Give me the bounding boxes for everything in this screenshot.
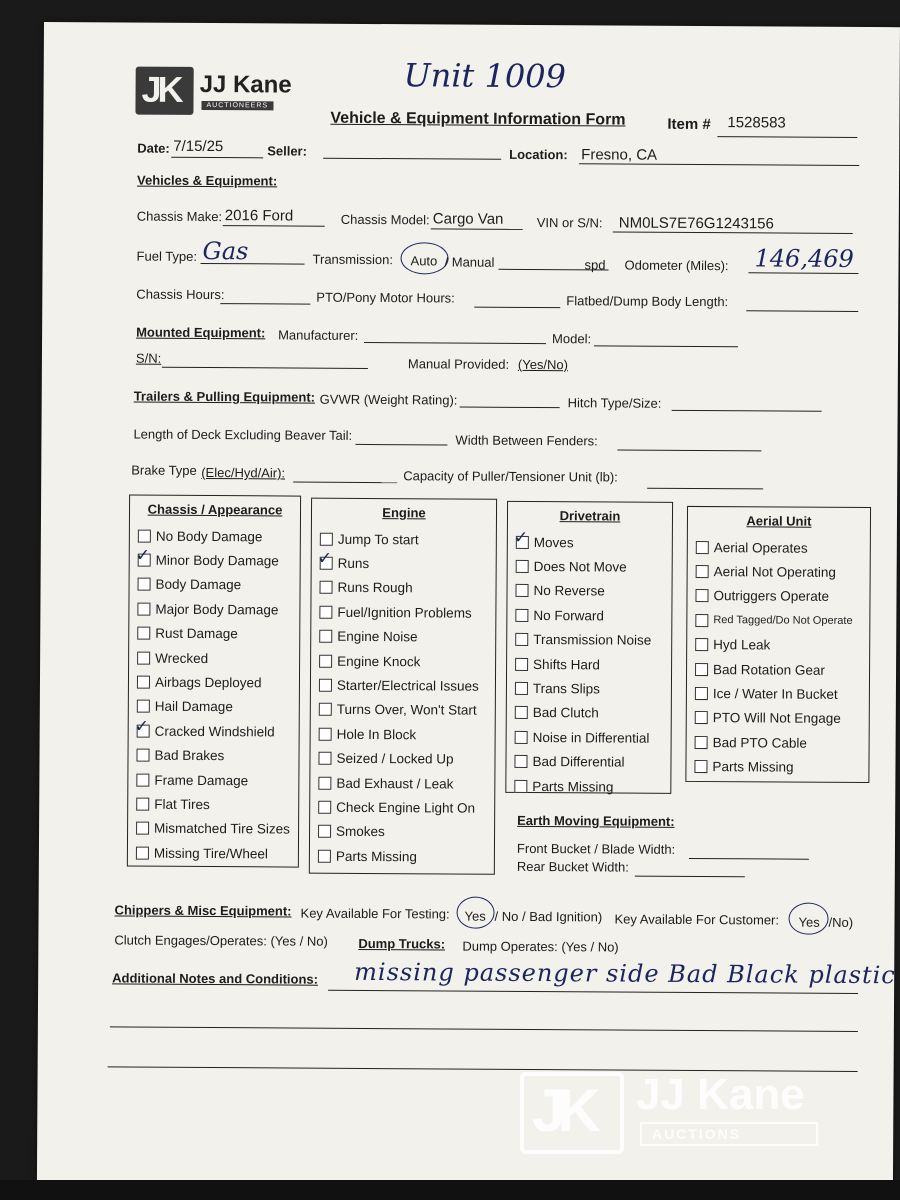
checklist-item[interactable]: No Forward (515, 603, 651, 628)
checklist-item[interactable]: Check Engine Light On (318, 795, 478, 820)
rear-bucket-label: Rear Bucket Width: (516, 858, 629, 875)
checkbox[interactable] (515, 658, 528, 671)
checkbox[interactable] (137, 676, 150, 689)
checkbox[interactable] (319, 703, 332, 716)
checkbox[interactable] (319, 606, 332, 619)
checklist-item[interactable]: Engine Knock (319, 649, 479, 674)
checklist-item[interactable]: ✓ Moves (513, 527, 574, 550)
chassis-appearance-section (127, 495, 301, 868)
fuel-label: Fuel Type: (136, 248, 198, 264)
form-title: Vehicle & Equipment Information Form (330, 109, 626, 129)
sn-line (162, 367, 368, 369)
checkbox[interactable] (695, 614, 708, 627)
checklist-item[interactable]: Bad Differential (514, 749, 650, 774)
watermark-logo-icon: JK (520, 1072, 624, 1154)
checklist-item[interactable]: Smokes (318, 819, 478, 844)
checklist-item[interactable]: Parts Missing (694, 755, 851, 780)
checklist-item[interactable]: Rust Damage (137, 621, 291, 646)
notes-text: missing passenger side Bad Black plastic (354, 957, 896, 990)
checkbox[interactable] (319, 679, 332, 692)
handwritten-unit: Unit 1009 (403, 56, 567, 96)
brand-name: JJ Kane (199, 70, 292, 99)
checkbox[interactable] (515, 633, 528, 646)
jj-kane-logo-icon: JK (135, 67, 193, 115)
checkbox[interactable] (320, 581, 333, 594)
pto-hours-label: PTO/Pony Motor Hours: (316, 289, 455, 306)
brake-types: (Elec/Hyd/Air): (201, 464, 286, 481)
checklist-item[interactable]: Seized / Locked Up (318, 746, 478, 771)
checkbox[interactable] (695, 663, 708, 676)
checkbox[interactable] (318, 849, 331, 862)
chassis-model-line (431, 228, 523, 230)
checklist-item[interactable]: Shifts Hard (515, 652, 651, 677)
deck-label: Length of Deck Excluding Beaver Tail: (133, 426, 353, 443)
yes-circle-mark (788, 903, 828, 935)
mounted-heading: Mounted Equipment: (136, 324, 266, 341)
flatbed-line (746, 310, 858, 312)
key-customer-yes: Yes (798, 914, 820, 930)
vin-line (613, 231, 853, 233)
trans-label: Transmission: (312, 251, 394, 268)
checkbox[interactable] (694, 760, 707, 773)
checkbox[interactable] (319, 728, 332, 741)
checkbox[interactable] (696, 565, 709, 578)
aerial-unit-title: Aerial Unit (746, 513, 812, 529)
drivetrain-title: Drivetrain (559, 508, 621, 524)
capacity-line (647, 488, 763, 490)
brand-sub: AUCTIONEERS (201, 101, 273, 110)
watermark-text: JJ Kane (636, 1070, 805, 1119)
checklist-item[interactable]: Starter/Electrical Issues (319, 673, 479, 698)
checkbox[interactable] (318, 776, 331, 789)
checkbox[interactable] (695, 687, 708, 700)
chassis-make-label: Chassis Make: (136, 208, 223, 225)
vehicles-heading: Vehicles & Equipment: (136, 172, 278, 189)
hitch-label: Hitch Type/Size: (567, 395, 662, 411)
checklist-item[interactable]: Flat Tires (136, 792, 290, 817)
pto-hours-line (474, 307, 560, 309)
gvwr-line (460, 407, 560, 409)
checklist-item[interactable]: Noise in Differential (515, 725, 651, 750)
checkbox[interactable] (318, 801, 331, 814)
fenders-label: Width Between Fenders: (455, 432, 598, 449)
key-testing-label: Key Available For Testing: (300, 905, 450, 922)
sn-label: S/N: (135, 350, 162, 366)
checklist-item[interactable]: Ice / Water In Bucket (695, 681, 852, 706)
checklist-item[interactable]: Airbags Deployed (137, 670, 291, 695)
checkbox[interactable] (319, 630, 332, 643)
mounted-model-label: Model: (552, 331, 592, 347)
checklist-item[interactable]: Trans Slips (515, 676, 651, 701)
location-value: Fresno, CA (581, 146, 658, 164)
engine-list (318, 527, 480, 869)
item-value: 1528583 (727, 114, 786, 132)
front-bucket-line (689, 858, 809, 860)
drivetrain-list (513, 527, 652, 799)
yes-circle-mark (456, 897, 494, 929)
vin-value: NM0LS7E76G1243156 (618, 214, 774, 233)
checkbox[interactable] (515, 706, 528, 719)
form-paper (37, 22, 900, 1189)
watermark-sub: AUCTIONS (640, 1122, 818, 1146)
date-line (171, 157, 263, 159)
checklist-item[interactable]: No Body Damage (138, 524, 292, 549)
checklist-item[interactable]: Fuel/Ignition Problems (319, 600, 479, 625)
notes-line-1 (328, 990, 858, 994)
checkbox[interactable] (516, 560, 529, 573)
checkbox[interactable] (695, 638, 708, 651)
checklist-item[interactable]: Bad Rotation Gear (695, 657, 852, 682)
checkbox[interactable] (318, 752, 331, 765)
checkbox[interactable] (514, 779, 527, 792)
key-customer-label: Key Available For Customer: (614, 911, 780, 928)
manual-provided-label: Manual Provided: (407, 356, 510, 372)
hitch-line (672, 410, 822, 412)
checkbox[interactable] (514, 755, 527, 768)
seller-label: Seller: (267, 143, 308, 159)
capacity-label: Capacity of Puller/Tensioner Unit (lb): (403, 468, 618, 485)
check-mark-icon: ✓ (135, 545, 151, 567)
checklist-item[interactable]: Runs Rough (319, 575, 479, 600)
fenders-line (617, 450, 761, 452)
manual-provided-yesno: (Yes/No) (517, 356, 569, 373)
checklist-item[interactable]: Parts Missing (318, 844, 478, 869)
checklist-item[interactable]: Turns Over, Won't Start (319, 697, 479, 722)
odometer-label: Odometer (Miles): (624, 257, 729, 274)
checkbox[interactable] (695, 711, 708, 724)
flatbed-label: Flatbed/Dump Body Length: (566, 293, 729, 310)
checkbox[interactable] (515, 609, 528, 622)
checklist-item[interactable]: Red Tagged/Do Not Operate (695, 608, 852, 633)
checklist-item[interactable]: Major Body Damage (137, 597, 291, 622)
checklist-item[interactable]: Body Damage (137, 572, 291, 597)
checklist-item[interactable]: ✓ Runs (317, 549, 370, 572)
odometer-value: 146,469 (754, 244, 854, 273)
odometer-line (748, 272, 858, 274)
chippers-heading: Chippers & Misc Equipment: (114, 902, 292, 919)
checklist-item[interactable]: Hail Damage (137, 694, 291, 719)
notes-heading: Additional Notes and Conditions: (112, 970, 319, 987)
checklist-item[interactable]: Bad Clutch (515, 701, 651, 726)
vin-label: VIN or S/N: (536, 215, 603, 231)
location-line (579, 163, 859, 166)
key-testing-yes: Yes (464, 908, 486, 924)
rear-bucket-line (635, 876, 745, 878)
check-mark-icon: ✓ (513, 527, 529, 548)
checkbox[interactable] (136, 749, 149, 762)
trans-manual: / Manual (444, 254, 495, 270)
checklist-item[interactable]: Hole In Block (319, 722, 479, 747)
checkbox[interactable] (515, 682, 528, 695)
checklist-item[interactable]: PTO Will Not Engage (695, 706, 852, 731)
bottom-edge (0, 1180, 900, 1200)
chassis-hours-label: Chassis Hours: (136, 286, 225, 303)
dump-heading: Dump Trucks: (358, 935, 446, 952)
auto-circle-mark (400, 242, 448, 274)
earth-heading: Earth Moving Equipment: (517, 812, 675, 829)
checklist-item[interactable]: Mismatched Tire Sizes (136, 816, 290, 841)
checklist-item[interactable]: ✓ Minor Body Damage (135, 545, 279, 569)
checklist-item[interactable]: Missing Tire/Wheel (136, 841, 290, 866)
engine-section (309, 498, 497, 875)
checkbox[interactable] (318, 825, 331, 838)
checklist-item[interactable]: Bad Exhaust / Leak (318, 771, 478, 796)
chassis-appearance-list (136, 524, 292, 866)
notes-line-2 (110, 1026, 858, 1032)
model-line (594, 345, 738, 347)
checklist-item[interactable]: Bad Brakes (136, 743, 290, 768)
item-label: Item # (667, 115, 711, 134)
checkbox[interactable] (696, 541, 709, 554)
gvwr-label: GVWR (Weight Rating): (319, 391, 458, 408)
checklist-item[interactable]: Aerial Not Operating (696, 559, 853, 584)
checkbox[interactable] (695, 589, 708, 602)
date-value: 7/15/25 (173, 137, 224, 156)
checkbox[interactable] (137, 602, 150, 615)
checklist-item[interactable]: Frame Damage (136, 767, 290, 792)
checklist-item[interactable]: Wrecked (137, 646, 291, 671)
checklist-item[interactable]: Transmission Noise (515, 627, 651, 652)
engine-title: Engine (382, 505, 426, 521)
checklist-item[interactable]: Hyd Leak (695, 633, 852, 658)
checkbox[interactable] (319, 654, 332, 667)
spd-label: spd (584, 257, 606, 273)
checkbox[interactable] (136, 798, 149, 811)
checkbox[interactable] (137, 651, 150, 664)
checkbox[interactable] (138, 578, 151, 591)
checklist-item[interactable]: Engine Noise (319, 624, 479, 649)
checkbox[interactable] (515, 584, 528, 597)
date-label: Date: (137, 140, 170, 156)
chassis-model-label: Chassis Model: (340, 211, 430, 228)
chassis-appearance-title: Chassis / Appearance (147, 501, 283, 518)
chassis-make-value: 2016 Ford (224, 207, 294, 225)
chassis-model-value: Cargo Van (432, 210, 504, 228)
drivetrain-section (505, 501, 673, 794)
checklist-item[interactable]: Parts Missing (514, 774, 650, 799)
chassis-make-line (223, 225, 325, 227)
checkbox[interactable] (136, 846, 149, 859)
location-label: Location: (509, 146, 568, 163)
key-testing-no: / No / Bad Ignition) (494, 908, 603, 925)
checklist-item[interactable]: Aerial Operates (696, 535, 853, 560)
checklist-item[interactable]: Bad PTO Cable (695, 730, 852, 755)
trailers-heading: Trailers & Pulling Equipment: (133, 388, 316, 405)
checklist-item[interactable]: Outriggers Operate (695, 584, 852, 609)
mounted-manufacturer-label: Manufacturer: (278, 327, 359, 343)
clutch-label: Clutch Engages/Operates: (Yes / No) (114, 932, 328, 949)
checkbox[interactable] (137, 700, 150, 713)
check-mark-icon: ✓ (317, 549, 333, 570)
front-bucket-label: Front Bucket / Blade Width: (516, 840, 676, 857)
checkbox[interactable] (136, 822, 149, 835)
brake-line (293, 482, 397, 484)
trans-auto: Auto (410, 253, 438, 269)
fuel-value: Gas (202, 236, 249, 266)
checklist-item[interactable]: ✓ Cracked Windshield (134, 716, 275, 740)
checkbox[interactable] (515, 731, 528, 744)
checklist-item[interactable]: No Reverse (515, 579, 651, 604)
checklist-item[interactable]: Does Not Move (516, 554, 652, 579)
chassis-hours-line (220, 303, 310, 305)
brake-label: Brake Type (131, 462, 197, 478)
checkbox[interactable] (695, 736, 708, 749)
item-line (717, 136, 857, 138)
dump-operates-label: Dump Operates: (Yes / No) (462, 938, 619, 955)
checkbox[interactable] (136, 773, 149, 786)
aerial-unit-list (694, 535, 853, 780)
checkbox[interactable] (138, 529, 151, 542)
checkbox[interactable] (320, 532, 333, 545)
manufacturer-line (364, 342, 546, 344)
deck-line (355, 444, 447, 446)
check-mark-icon: ✓ (134, 716, 150, 737)
checklist-item[interactable]: Jump To start (320, 527, 480, 552)
aerial-unit-section (685, 506, 871, 783)
key-customer-no: /No) (828, 914, 854, 930)
seller-line (323, 158, 501, 160)
checkbox[interactable] (137, 627, 150, 640)
